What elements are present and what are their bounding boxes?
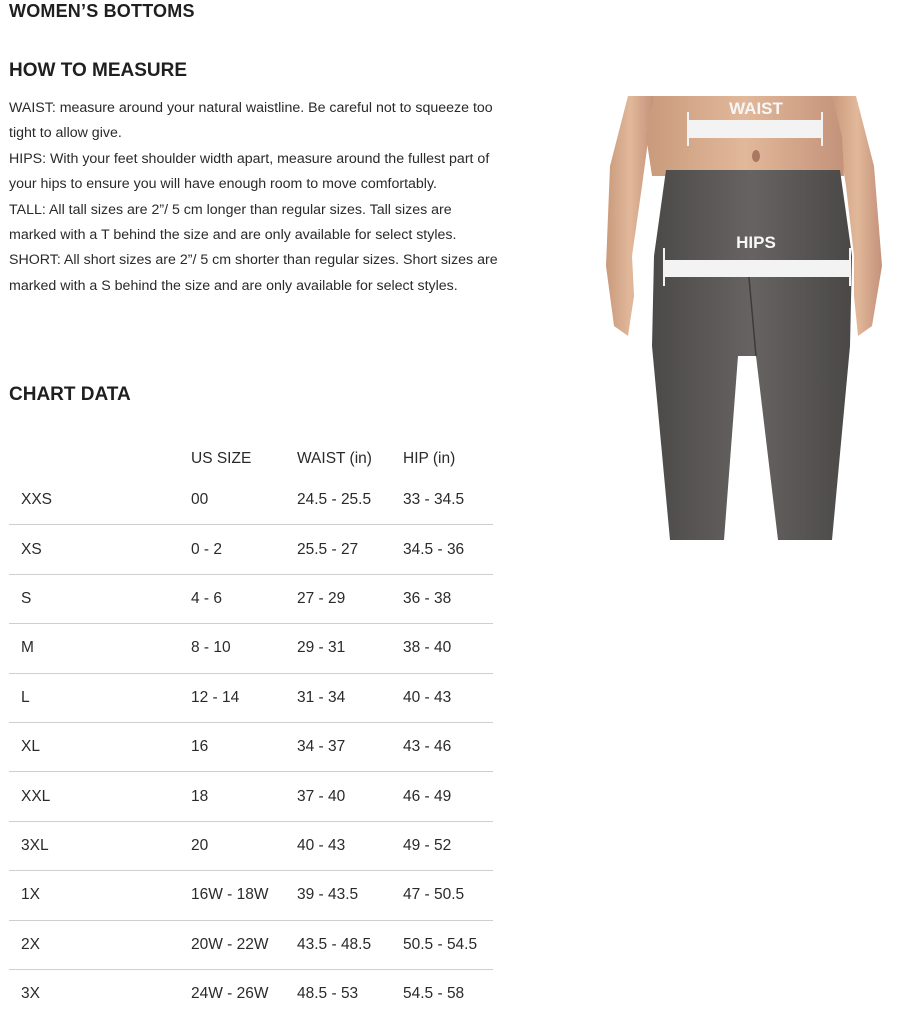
waist-cell: 40 - 43: [297, 821, 403, 870]
body-measurement-illustration: [606, 96, 890, 540]
table-header-row: [9, 442, 493, 476]
size-cell: XS: [9, 525, 191, 574]
hip-cell: 34.5 - 36: [403, 525, 493, 574]
table-row: [9, 525, 493, 574]
hip-cell: 33 - 34.5: [403, 476, 493, 525]
hip-cell: 36 - 38: [403, 574, 493, 623]
table-row: [9, 624, 493, 673]
waist-cell: 29 - 31: [297, 624, 403, 673]
waist-cell: 24.5 - 25.5: [297, 476, 403, 525]
table-row: [9, 574, 493, 623]
table-row: [9, 772, 493, 821]
table-row: [9, 969, 493, 1018]
waist-cell: 39 - 43.5: [297, 871, 403, 920]
hip-cell: 38 - 40: [403, 624, 493, 673]
us-size-cell: 16: [191, 722, 297, 771]
size-cell: 3X: [21, 985, 40, 1003]
hip-cell: 54.5 - 58: [403, 985, 465, 1003]
table-row: [9, 722, 493, 771]
us-size-cell: 16W - 18W: [191, 871, 297, 920]
us-size-cell: 20W - 22W: [191, 920, 297, 969]
table-row: [9, 920, 493, 969]
us-size-cell: 4 - 6: [191, 574, 297, 623]
us-size-cell: 0 - 2: [191, 525, 297, 574]
waist-band: [688, 120, 822, 138]
size-cell: 2X: [9, 920, 191, 969]
column-header-hip: HIP (in): [403, 450, 456, 467]
hip-cell: 47 - 50.5: [403, 871, 493, 920]
measure-instructions: [9, 96, 499, 299]
size-chart-table: [9, 442, 493, 1018]
hips-instruction: HIPS: With your feet shoulder width apart, measure around the fullest part of your hips to ensure you will have enough room to move comfortably.: [9, 150, 490, 193]
how-to-measure-title: HOW TO MEASURE: [9, 60, 188, 81]
size-cell: XXS: [9, 476, 191, 525]
column-header-waist: WAIST (in): [297, 450, 372, 467]
waist-instruction: WAIST: measure around your natural waistline. Be careful not to squeeze too tight to allow give.: [9, 100, 493, 142]
waist-cell: 37 - 40: [297, 772, 403, 821]
short-instruction: SHORT: All short sizes are 2”/ 5 cm shorter than regular sizes. Short sizes are marked with a S behind the size and are only available for select styles.: [9, 252, 498, 294]
waist-cell: 34 - 37: [297, 722, 403, 771]
size-cell: L: [9, 673, 191, 722]
hip-cell: 46 - 49: [403, 772, 493, 821]
size-cell: XL: [9, 722, 191, 771]
hip-cell: 50.5 - 54.5: [403, 920, 493, 969]
us-size-cell: 18: [191, 772, 297, 821]
navel: [752, 150, 760, 162]
hip-cell: 40 - 43: [403, 673, 493, 722]
hip-cell: 43 - 46: [403, 722, 493, 771]
us-size-cell: 8 - 10: [191, 624, 297, 673]
column-header-size: [9, 442, 191, 476]
size-cell: 3XL: [9, 821, 191, 870]
table-row: [9, 673, 493, 722]
hips-band: [664, 260, 850, 277]
size-cell: M: [9, 624, 191, 673]
us-size-cell: 12 - 14: [191, 673, 297, 722]
waist-cell: 25.5 - 27: [297, 525, 403, 574]
size-cell: XXL: [9, 772, 191, 821]
table-row: [9, 476, 493, 525]
waist-label: WAIST: [729, 99, 783, 118]
page-title: WOMEN’S BOTTOMS: [9, 1, 195, 21]
us-size-cell: 20: [191, 821, 297, 870]
size-cell: S: [9, 574, 191, 623]
us-size-cell: 24W - 26W: [191, 985, 269, 1003]
waist-cell: 31 - 34: [297, 673, 403, 722]
table-row: [9, 871, 493, 920]
chart-data-title: CHART DATA: [9, 384, 131, 405]
hip-cell: 49 - 52: [403, 821, 493, 870]
waist-cell: 48.5 - 53: [297, 985, 359, 1003]
column-header-us-size: US SIZE: [191, 450, 252, 467]
waist-cell: 27 - 29: [297, 574, 403, 623]
size-cell: 1X: [9, 871, 191, 920]
table-row: [9, 821, 493, 870]
tall-instruction: TALL: All tall sizes are 2”/ 5 cm longer than regular sizes. Tall sizes are marked with a T behind the size and are only available for select styles.: [9, 201, 457, 244]
waist-cell: 43.5 - 48.5: [297, 920, 403, 969]
us-size-cell: 00: [191, 476, 297, 525]
hips-label: HIPS: [736, 233, 776, 252]
